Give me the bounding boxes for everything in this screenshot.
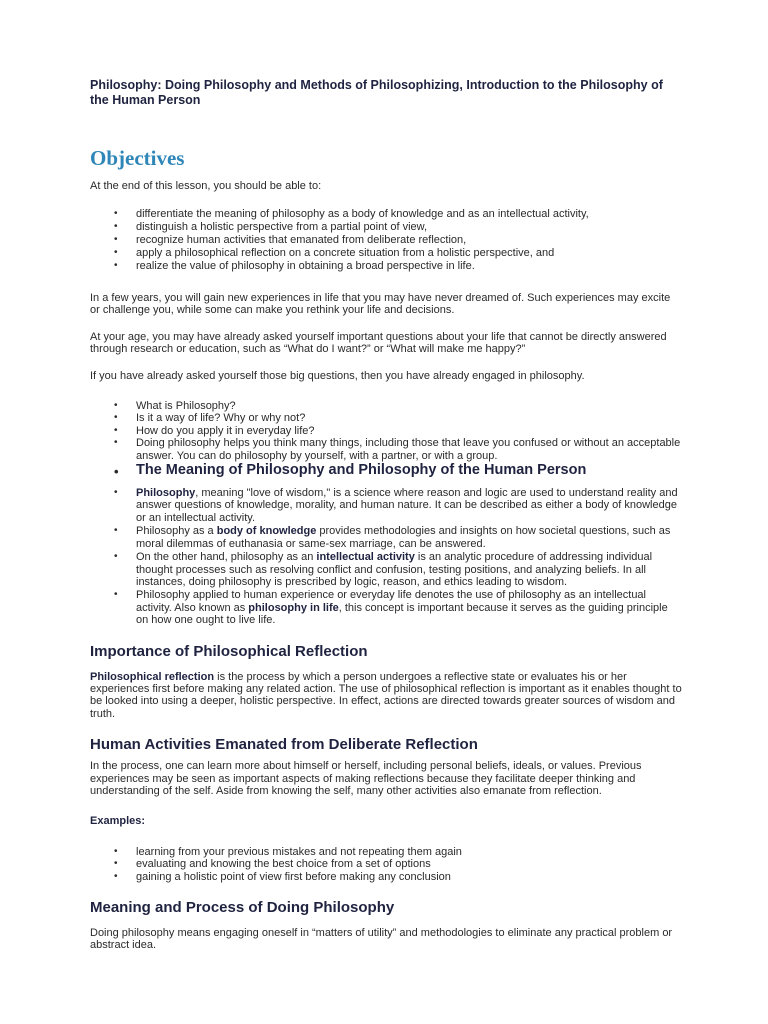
list-item: • distinguish a holistic perspective from a partial point of view,: [90, 221, 682, 233]
list-item: • Doing philosophy helps you think many things, including those that leave you confused or without an acceptable answer. You can do philosophy by yourself, with a partner, or with a group.: [90, 437, 682, 462]
paragraph: If you have already asked yourself those big questions, then you have already engaged in philosophy.: [90, 369, 585, 382]
item-text: , meaning "love of wisdom," is a science where reason and logic are used to understand reality and answer questions of knowledge, morality, and human nature. It can be described as either a body of knowledge or an intellectual activity.: [136, 487, 678, 524]
item-text: is the process by which a person undergoes a reflective state or evaluates his or her experiences first before making any related action. The use of philosophical reflection is important as it enables thought to be looked into using a deeper, holistic perspective. In effect, actions are directed towards greater sources of wisdom and truth.: [90, 670, 682, 720]
document-page: [90, 78, 682, 952]
section-heading-doing-philosophy: Meaning and Process of Doing Philosophy: [90, 899, 395, 916]
list-item: [90, 525, 682, 550]
document-title: Philosophy: Doing Philosophy and Methods of Philosophizing, Introduction to the Philosophy of the Human Person: [90, 78, 663, 107]
meaning-list: [90, 487, 682, 626]
list-item: [90, 589, 682, 626]
bold-term: body of knowledge: [216, 525, 317, 538]
bold-term: Philosophical reflection: [90, 670, 215, 683]
bold-term: Philosophy: [136, 487, 196, 500]
list-item: • recognize human activities that emanated from deliberate reflection,: [90, 234, 682, 246]
list-item: • How do you apply it in everyday life?: [90, 425, 682, 437]
paragraph: Doing philosophy means engaging oneself in “matters of utility” and methodologies to eliminate any practical problem or abstract idea.: [90, 927, 673, 952]
objectives-heading: Objectives: [90, 146, 185, 170]
section-heading-human-activities: Human Activities Emanated from Deliberate Reflection: [90, 736, 478, 754]
list-item: • realize the value of philosophy in obtaining a broad perspective in life.: [90, 260, 682, 272]
section-heading-meaning: • The Meaning of Philosophy and Philosophy of the Human Person: [90, 462, 682, 479]
item-text: On the other hand, philosophy as an: [136, 551, 317, 564]
list-item: • learning from your previous mistakes and not repeating them again: [90, 846, 682, 858]
list-item: • differentiate the meaning of philosophy as a body of knowledge and as an intellectual activity,: [90, 208, 682, 220]
objectives-intro: At the end of this lesson, you should be able to:: [90, 180, 322, 192]
list-item: [90, 487, 682, 524]
list-item: • evaluating and knowing the best choice from a set of options: [90, 858, 682, 870]
examples-list: [90, 846, 682, 883]
bold-term: intellectual activity: [316, 551, 415, 564]
paragraph: In the process, one can learn more about himself or herself, including personal beliefs, ideals, or values. Previous experiences may be seen as important aspects of making reflections because they facilitate deeper thinking and understanding of the self. Aside from knowing the self, many other activities also emanate from reflection.: [90, 760, 642, 797]
examples-label: Examples:: [90, 815, 146, 828]
bold-term: philosophy in life: [248, 601, 339, 614]
list-item: • gaining a holistic point of view first before making any conclusion: [90, 871, 682, 883]
item-text: Philosophy applied to human experience or everyday life denotes the use of philosophy as an intellectual activity. Also known as: [136, 589, 646, 614]
objectives-list: [90, 208, 682, 272]
list-item: • What is Philosophy?: [90, 400, 682, 412]
paragraph: In a few years, you will gain new experiences in life that you may have never dreamed of. Such experiences may excite or challenge you, while some can make you rethink your life and decisions.: [90, 292, 671, 317]
list-item: [90, 551, 682, 588]
item-text: provides methodologies and insights on how societal questions, such as moral dilemmas of euthanasia or same-sex marriage, can be answered.: [136, 525, 671, 550]
paragraph: At your age, you may have already asked yourself important questions about your life that cannot be directly answered through research or education, such as “What do I want?” or “What will make me happy?”: [90, 330, 667, 356]
list-item: • apply a philosophical reflection on a concrete situation from a holistic perspective, and: [90, 247, 682, 259]
paragraph: [90, 671, 682, 721]
list-item: • Is it a way of life? Why or why not?: [90, 412, 682, 424]
questions-list: [90, 400, 682, 479]
item-text: Philosophy as a: [136, 525, 217, 538]
item-text: is an analytic procedure of addressing individual thought processes such as resolving conflict and confusion, testing positions, and analyzing beliefs. In all instances, doing philosophy is prescribed by logic, reason, and ethics leading to wisdom.: [136, 551, 653, 588]
section-heading-importance: Importance of Philosophical Reflection: [90, 642, 368, 660]
item-text: , this concept is important because it serves as the guiding principle on how one ought to live life.: [136, 601, 668, 627]
